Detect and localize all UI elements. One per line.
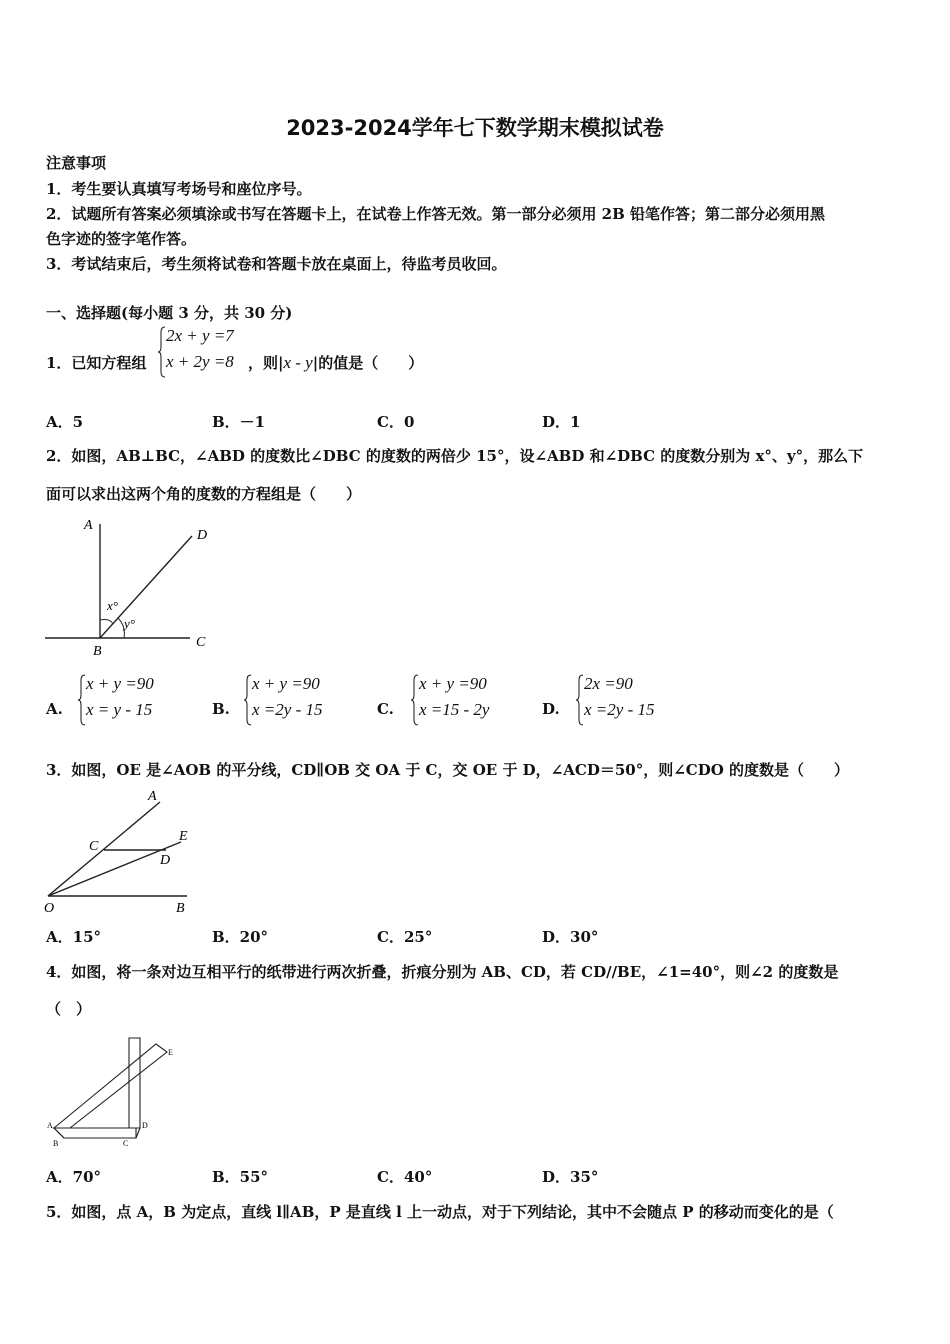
notice-item-2-line-2: 色字迹的签字笔作答。	[46, 230, 197, 248]
q4-line-2: （ ）	[46, 1000, 92, 1018]
q3-option-c: C．25°	[377, 928, 433, 946]
notice-heading: 注意事项	[46, 154, 107, 172]
fold-cd	[136, 1128, 140, 1138]
q1-suffix-b: |的值是（ ）	[312, 354, 424, 372]
q1-suffix-a: ，则|	[248, 354, 284, 372]
label-x: x°	[107, 598, 118, 613]
q3-option-a: A．15°	[46, 928, 102, 946]
label-y: y°	[124, 616, 135, 631]
label-d: D	[142, 1121, 148, 1130]
q4-option-a: A．70°	[46, 1168, 102, 1186]
q1-option-a: A．5	[46, 413, 84, 431]
q5-text: 5．如图，点 A，B 为定点，直线 l∥AB，P 是直线 l 上一动点，对于下列结论，其中不会随点 P 的移动而变化的是（	[46, 1203, 834, 1221]
q2-b-eq1: x + y =90	[252, 674, 320, 693]
q4-line-1: 4．如图，将一条对边互相平行的纸带进行两次折叠，折痕分别为 AB、CD，若 CD//BE，∠1=40°，则∠2 的度数是	[46, 963, 839, 981]
label-b: B	[53, 1139, 59, 1148]
label-c: C	[123, 1139, 129, 1148]
q2-c-eq2: x =15 - 2y	[419, 700, 490, 719]
strip-bottom	[54, 1128, 136, 1138]
label-o: O	[44, 901, 55, 916]
q3-text: 3．如图，OE 是∠AOB 的平分线，CD∥OB 交 OA 于 C，交 OE 于 D，∠ACD＝50°，则∠CDO 的度数是（ ）	[46, 761, 850, 779]
q2-option-d-label: D.	[542, 700, 560, 718]
section-heading: 一、选择题(每小题 3 分，共 30 分)	[46, 304, 293, 322]
strip-vertical	[129, 1038, 140, 1128]
q2-option-c-label: C.	[377, 700, 394, 718]
label-e: E	[168, 1048, 173, 1057]
q2-option-b-label: B.	[212, 700, 230, 718]
label-e: E	[179, 829, 188, 844]
q1-prefix: 1．已知方程组	[46, 354, 147, 372]
q4-option-d: D．35°	[542, 1168, 599, 1186]
label-c: C	[196, 635, 206, 650]
brace-icon	[78, 674, 86, 726]
q3-option-b: B．20°	[212, 928, 269, 946]
q2-c-eq1: x + y =90	[419, 674, 487, 693]
label-a: A	[47, 1121, 53, 1130]
q2-line-2: 面可以求出这两个角的度数的方程组是（ ）	[46, 485, 362, 503]
brace-icon	[576, 674, 584, 726]
angle-x-arc	[100, 620, 113, 625]
q2-a-eq2: x = y - 15	[86, 700, 153, 719]
label-b: B	[176, 901, 185, 916]
label-a: A	[84, 518, 93, 533]
q3-figure	[40, 786, 200, 916]
q1-eq2: x + 2y =8	[166, 352, 234, 371]
line-oa	[48, 802, 160, 896]
strip-diagonal	[54, 1044, 167, 1128]
q2-a-eq1: x + y =90	[86, 674, 154, 693]
q4-option-b: B．55°	[212, 1168, 269, 1186]
label-a: A	[148, 789, 157, 804]
q1-expression: x - y	[283, 353, 313, 372]
brace-icon	[158, 326, 166, 378]
q2-b-eq2: x =2y - 15	[252, 700, 323, 719]
q2-d-eq1: 2x =90	[584, 674, 633, 693]
q1-option-c: C．0	[377, 413, 415, 431]
line-bd	[100, 536, 192, 638]
notice-item-1: 1．考生要认真填写考场号和座位序号。	[46, 180, 312, 198]
q1-option-d: D．1	[542, 413, 581, 431]
q2-figure	[40, 512, 220, 662]
q4-option-c: C．40°	[377, 1168, 433, 1186]
page-title: 2023-2024学年七下数学期末模拟试卷	[286, 116, 664, 140]
brace-icon	[244, 674, 252, 726]
notice-item-3: 3．考试结束后，考生须将试卷和答题卡放在桌面上，待监考员收回。	[46, 255, 507, 273]
fold-ab	[54, 1128, 64, 1138]
label-b: B	[93, 644, 102, 659]
q2-option-a-label: A.	[46, 700, 63, 718]
label-d: D	[160, 853, 171, 868]
q3-option-d: D．30°	[542, 928, 599, 946]
notice-item-2-line-1: 2．试题所有答案必须填涂或书写在答题卡上，在试卷上作答无效。第一部分必须用 2B 铅笔作答；第二部分必须用黑	[46, 205, 826, 223]
q4-figure	[40, 1030, 190, 1150]
brace-icon	[411, 674, 419, 726]
q2-d-eq2: x =2y - 15	[584, 700, 655, 719]
q2-line-1: 2．如图，AB⊥BC，∠ABD 的度数比∠DBC 的度数的两倍少 15°，设∠ABD 和∠DBC 的度数分别为 x°、y°，那么下	[46, 447, 864, 465]
label-c: C	[89, 839, 99, 854]
label-d: D	[197, 528, 208, 543]
q1-eq1: 2x + y =7	[166, 326, 234, 345]
q1-question	[248, 352, 423, 373]
q1-option-b: B．－1	[212, 413, 266, 431]
